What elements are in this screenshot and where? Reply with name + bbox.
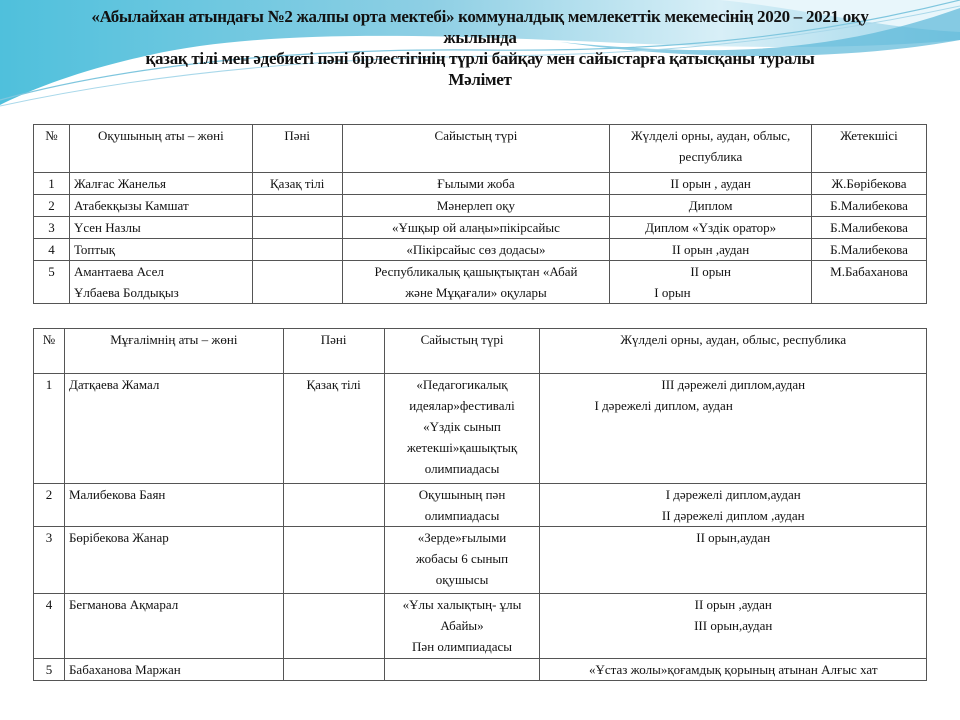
contest-type-line: «Ұлы халықтың- ұлы: [402, 597, 522, 612]
contest-type: [342, 217, 610, 239]
place: [540, 484, 927, 527]
place: [540, 374, 927, 484]
header-number: №: [34, 329, 65, 374]
contest-type: [384, 594, 540, 659]
subject: [252, 261, 342, 304]
contest-type-line: жетекші»қашықтық: [406, 440, 518, 455]
teacher-name: Датқаева Жамал: [64, 374, 283, 484]
contest-type-line: идеялар»фестивалі: [409, 398, 515, 413]
student-row: [34, 173, 927, 195]
place-line: II дәрежелі диплом ,аудан: [661, 508, 805, 523]
header-place: Жүлделі орны, аудан, облыс, республика: [610, 125, 812, 173]
contest-type: [384, 659, 540, 681]
row-number: 3: [34, 527, 65, 594]
title-line-2: жылында: [443, 28, 517, 47]
title-line-1: «Абылайхан атындағы №2 жалпы орта мектебі» коммуналдық мемлекеттік мекемесінің 2020 – 2021 оқу: [91, 7, 869, 26]
row-number: 2: [34, 195, 70, 217]
student-name: [69, 261, 252, 304]
title-line-3: қазақ тілі мен әдебиеті пәні бірлестігінің түрлі байқау мен сайыстарға қатысқаны туралы: [145, 49, 815, 68]
contest-type-line: олимпиадасы: [424, 508, 500, 523]
contest-type-line: «Ұшқыр ой алаңы»пікірсайыс: [392, 220, 560, 235]
teacher-row: [34, 659, 927, 681]
teacher-name: Бөрібекова Жанар: [64, 527, 283, 594]
contest-type-line: «Үздік сынып: [423, 419, 501, 434]
contest-type: [384, 484, 540, 527]
student-name: [69, 173, 252, 195]
contest-type-line: Мәнерлеп оқу: [436, 198, 516, 213]
row-number: 1: [34, 374, 65, 484]
student-name-line: Атабекқызы Камшат: [73, 198, 189, 213]
header-mentor: Жетекшісі: [812, 125, 927, 173]
student-row: [34, 195, 927, 217]
subject: [283, 484, 384, 527]
mentor: Б.Малибекова: [812, 217, 927, 239]
student-name-line: Амантаева Асел: [73, 264, 164, 279]
document-title: [20, 6, 940, 90]
header-place: Жүлделі орны, аудан, облыс, республика: [540, 329, 927, 374]
teachers-table: [33, 328, 927, 681]
contest-type-line: Абайы»: [440, 618, 484, 633]
place-line: I дәрежелі диплом, аудан: [594, 398, 733, 413]
place: [610, 173, 812, 195]
contest-type-line: Ғылыми жоба: [437, 176, 515, 191]
subject: [252, 195, 342, 217]
contest-type: [342, 195, 610, 217]
mentor: Ж.Бөрібекова: [812, 173, 927, 195]
contest-type-line: «Педагогикалық: [416, 377, 508, 392]
place-line: I орын: [654, 285, 691, 300]
header-number: №: [34, 125, 70, 173]
student-name: [69, 217, 252, 239]
row-number: 2: [34, 484, 65, 527]
contest-type: [384, 527, 540, 594]
header-teacher-name: Мұғалімнің аты – жөні: [64, 329, 283, 374]
place-line: II орын ,аудан: [694, 597, 772, 612]
teacher-row: [34, 484, 927, 527]
place: [610, 217, 812, 239]
place: [540, 594, 927, 659]
contest-type-line: және Мұқағали» оқулары: [405, 285, 547, 300]
contest-type: [342, 239, 610, 261]
student-name-line: Ұлбаева Болдықыз: [73, 285, 179, 300]
subject: [252, 217, 342, 239]
subject: Қазақ тілі: [283, 374, 384, 484]
subject: [252, 239, 342, 261]
student-row: [34, 217, 927, 239]
row-number: 5: [34, 659, 65, 681]
header-contest-type: Сайыстың түрі: [384, 329, 540, 374]
contest-type-line: «Пікірсайыс сөз додасы»: [406, 242, 546, 257]
mentor: М.Бабаханова: [812, 261, 927, 304]
student-name-line: Топтық: [73, 242, 116, 257]
row-number: 3: [34, 217, 70, 239]
student-name-line: Үсен Назлы: [73, 220, 141, 235]
mentor: Б.Малибекова: [812, 239, 927, 261]
students-table: [33, 124, 927, 304]
subject: [283, 594, 384, 659]
contest-type: [384, 374, 540, 484]
students-header-row: [34, 125, 927, 173]
row-number: 5: [34, 261, 70, 304]
mentor: Б.Малибекова: [812, 195, 927, 217]
contest-type-line: оқушысы: [435, 572, 489, 587]
row-number: 4: [34, 239, 70, 261]
contest-type-line: «Зерде»ғылыми: [417, 530, 507, 545]
header-student-name: Оқушының аты – жөні: [69, 125, 252, 173]
student-name-line: Жалғас Жанелья: [73, 176, 167, 191]
header-subject: Пәні: [252, 125, 342, 173]
place-line: III дәрежелі диплом,аудан: [661, 377, 806, 392]
contest-type-line: Республикалық қашықтықтан «Абай: [374, 264, 578, 279]
title-line-4: Мәлімет: [448, 70, 512, 89]
header-subject: Пәні: [283, 329, 384, 374]
contest-type-line: Пән олимпиадасы: [412, 639, 512, 654]
teacher-name: Бегманова Ақмарал: [64, 594, 283, 659]
row-number: 1: [34, 173, 70, 195]
contest-type: [342, 173, 610, 195]
row-number: 4: [34, 594, 65, 659]
teacher-name: Малибекова Баян: [64, 484, 283, 527]
teachers-header-row: [34, 329, 927, 374]
place-line: Диплом: [688, 198, 733, 213]
teacher-row: [34, 374, 927, 484]
place: [610, 239, 812, 261]
place-line: III орын,аудан: [694, 618, 773, 633]
teacher-name: Бабаханова Маржан: [64, 659, 283, 681]
place-line: II орын: [690, 264, 731, 279]
subject: [283, 659, 384, 681]
place-line: «Ұстаз жолы»қоғамдық қорының атынан Алғыс хат: [588, 662, 878, 677]
contest-type-line: жобасы 6 сынып: [415, 551, 509, 566]
place: [610, 195, 812, 217]
place-line: II орын ,аудан: [672, 242, 750, 257]
subject: [283, 527, 384, 594]
student-row: [34, 261, 927, 304]
place: [540, 659, 927, 681]
contest-type-line: Оқушының пән: [418, 487, 506, 502]
place-line: II орын , аудан: [670, 176, 751, 191]
place: [610, 261, 812, 304]
teacher-row: [34, 594, 927, 659]
place-line: II орын,аудан: [696, 530, 771, 545]
contest-type: [342, 261, 610, 304]
place-line: I дәрежелі диплом,аудан: [665, 487, 801, 502]
place-line: Диплом «Үздік оратор»: [645, 220, 777, 235]
student-name: [69, 195, 252, 217]
contest-type-line: олимпиадасы: [424, 461, 500, 476]
student-name: [69, 239, 252, 261]
student-row: [34, 239, 927, 261]
teacher-row: [34, 527, 927, 594]
place: [540, 527, 927, 594]
header-contest-type: Сайыстың түрі: [342, 125, 610, 173]
subject: Қазақ тілі: [252, 173, 342, 195]
